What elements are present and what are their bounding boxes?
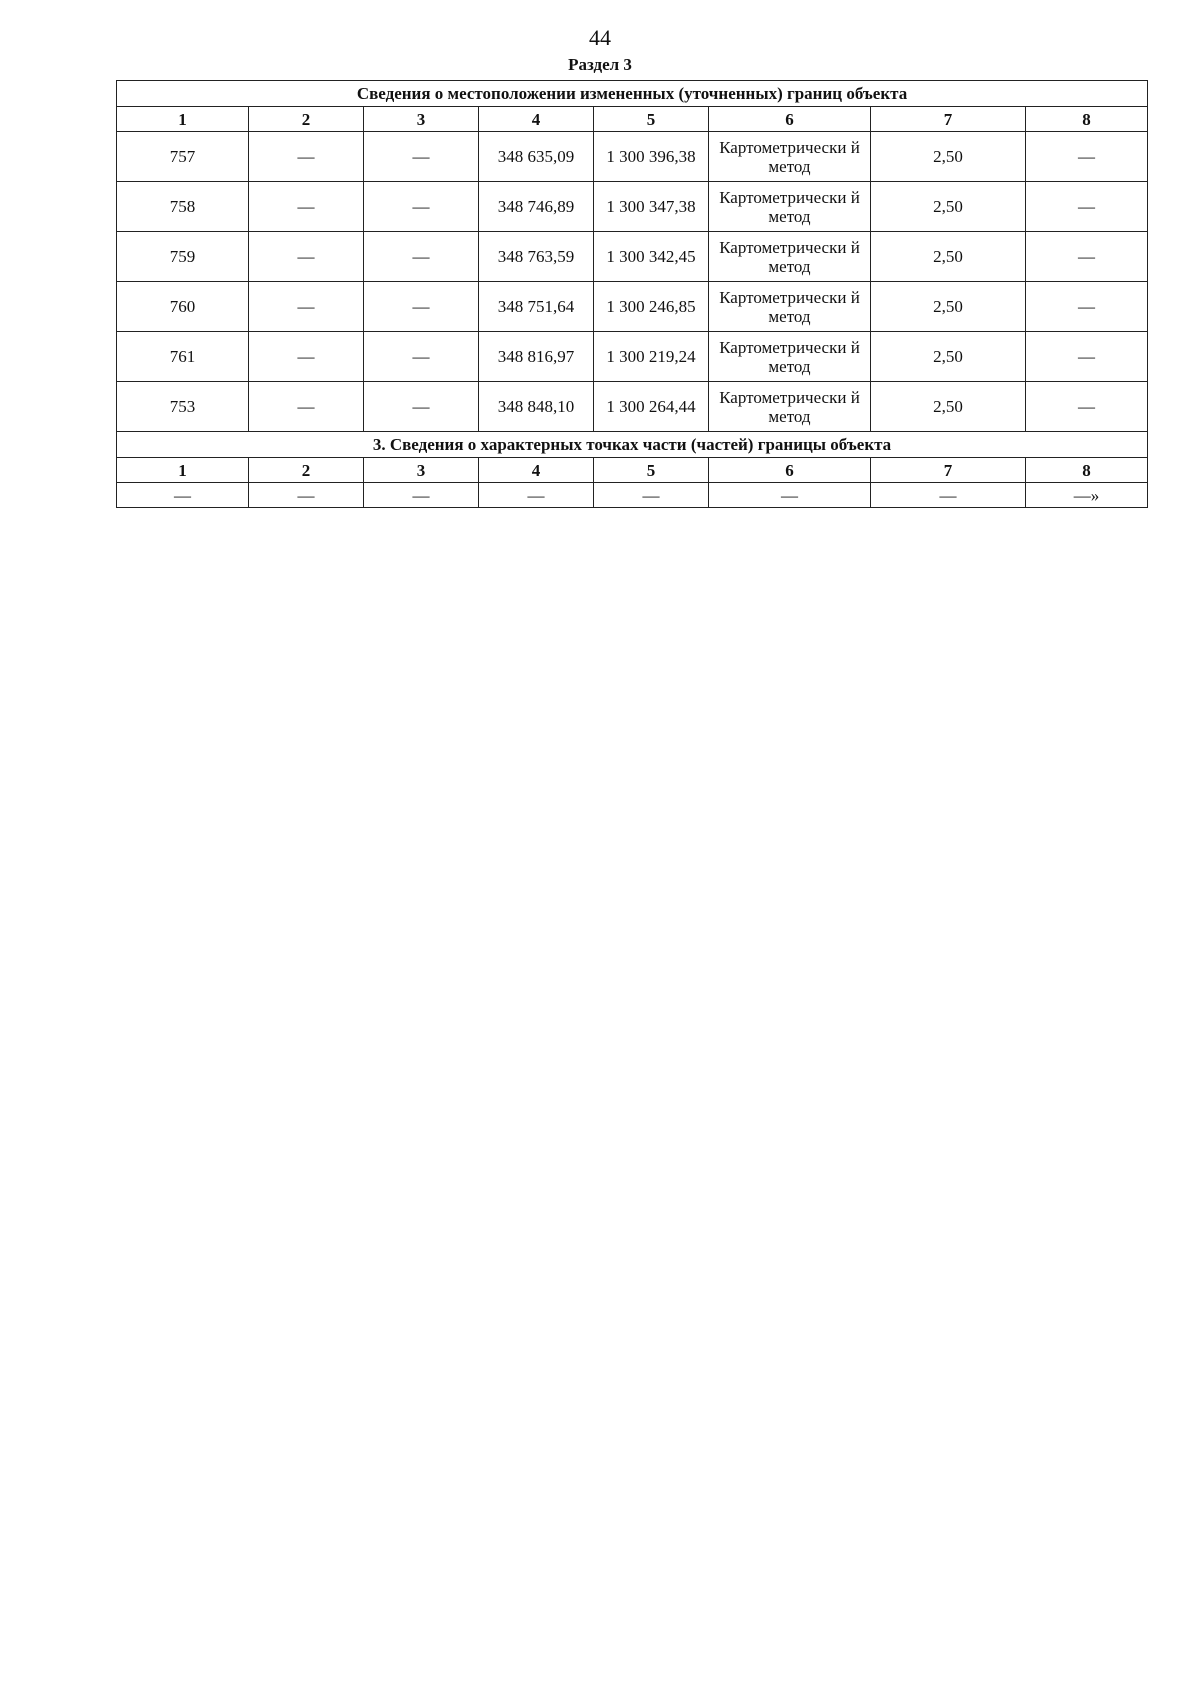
table-cell: 753 [117, 382, 249, 432]
table-cell: 1 300 219,24 [594, 332, 709, 382]
table-cell: 348 763,59 [479, 232, 594, 282]
table-cell: 758 [117, 182, 249, 232]
table-cell: — [364, 232, 479, 282]
table-cell: 757 [117, 132, 249, 182]
table-cell: Картометрически й метод [709, 132, 871, 182]
table-cell: 2,50 [871, 282, 1026, 332]
table-cell: 348 816,97 [479, 332, 594, 382]
table-cell: — [594, 483, 709, 508]
table2-caption: 3. Сведения о характерных точках части (частей) границы объекта [117, 432, 1148, 458]
table-cell: Картометрически й метод [709, 332, 871, 382]
table-cell: 1 300 246,85 [594, 282, 709, 332]
table-cell: — [249, 282, 364, 332]
table-cell: — [249, 332, 364, 382]
table-cell: 761 [117, 332, 249, 382]
table2-caption-row [117, 432, 1148, 458]
table-row [117, 483, 1148, 508]
table-cell: — [1026, 332, 1148, 382]
table2-header-cell: 2 [249, 458, 364, 483]
table-cell: Картометрически й метод [709, 182, 871, 232]
table-cell: Картометрически й метод [709, 232, 871, 282]
table-cell: — [1026, 132, 1148, 182]
table-cell: Картометрически й метод [709, 382, 871, 432]
table1-header-cell: 8 [1026, 107, 1148, 132]
table-cell: 1 300 396,38 [594, 132, 709, 182]
table1-caption-row [117, 81, 1148, 107]
table2-header-row [117, 458, 1148, 483]
table-cell: 348 746,89 [479, 182, 594, 232]
table-cell: — [117, 483, 249, 508]
table-cell: — [364, 483, 479, 508]
table2-header-cell: 3 [364, 458, 479, 483]
table-row [117, 132, 1148, 182]
table1-header-cell: 7 [871, 107, 1026, 132]
table-cell: — [249, 483, 364, 508]
boundary-table [116, 80, 1148, 508]
table-row [117, 182, 1148, 232]
table-cell: — [364, 182, 479, 232]
table-row [117, 232, 1148, 282]
table1-caption: Сведения о местоположении измененных (уточненных) границ объекта [117, 81, 1148, 107]
table-cell: 2,50 [871, 382, 1026, 432]
table-cell: — [1026, 382, 1148, 432]
table1-header-cell: 4 [479, 107, 594, 132]
table-cell: — [1026, 182, 1148, 232]
table1-header-cell: 5 [594, 107, 709, 132]
table-cell: — [479, 483, 594, 508]
table2-header-cell: 1 [117, 458, 249, 483]
table-cell: — [709, 483, 871, 508]
table-cell: 759 [117, 232, 249, 282]
table1-header-cell: 1 [117, 107, 249, 132]
table2-header-cell: 6 [709, 458, 871, 483]
table-cell: 760 [117, 282, 249, 332]
table-cell: 2,50 [871, 332, 1026, 382]
table-cell: 2,50 [871, 232, 1026, 282]
table-cell: — [364, 282, 479, 332]
table-cell: — [249, 382, 364, 432]
table-cell: 348 751,64 [479, 282, 594, 332]
table-row [117, 282, 1148, 332]
table-cell: — [249, 232, 364, 282]
table-cell: 1 300 342,45 [594, 232, 709, 282]
table-cell: — [364, 132, 479, 182]
table-cell: 2,50 [871, 182, 1026, 232]
page-number: 44 [589, 25, 611, 50]
table-row [117, 382, 1148, 432]
table-cell: — [1026, 282, 1148, 332]
table-cell: —» [1026, 483, 1148, 508]
table1-header-row [117, 107, 1148, 132]
table-row [117, 332, 1148, 382]
table-cell: — [871, 483, 1026, 508]
table-cell: — [364, 382, 479, 432]
table-cell: Картометрически й метод [709, 282, 871, 332]
table2-header-cell: 8 [1026, 458, 1148, 483]
table2-header-cell: 5 [594, 458, 709, 483]
section-title: Раздел 3 [568, 55, 632, 74]
table1-header-cell: 2 [249, 107, 364, 132]
table2-header-cell: 7 [871, 458, 1026, 483]
table-cell: — [249, 182, 364, 232]
table-cell: 1 300 264,44 [594, 382, 709, 432]
table-cell: 348 635,09 [479, 132, 594, 182]
table1-header-cell: 3 [364, 107, 479, 132]
table-cell: 348 848,10 [479, 382, 594, 432]
table-cell: 1 300 347,38 [594, 182, 709, 232]
table2-header-cell: 4 [479, 458, 594, 483]
table-cell: — [1026, 232, 1148, 282]
table1-header-cell: 6 [709, 107, 871, 132]
table-cell: — [364, 332, 479, 382]
table-cell: 2,50 [871, 132, 1026, 182]
table-cell: — [249, 132, 364, 182]
